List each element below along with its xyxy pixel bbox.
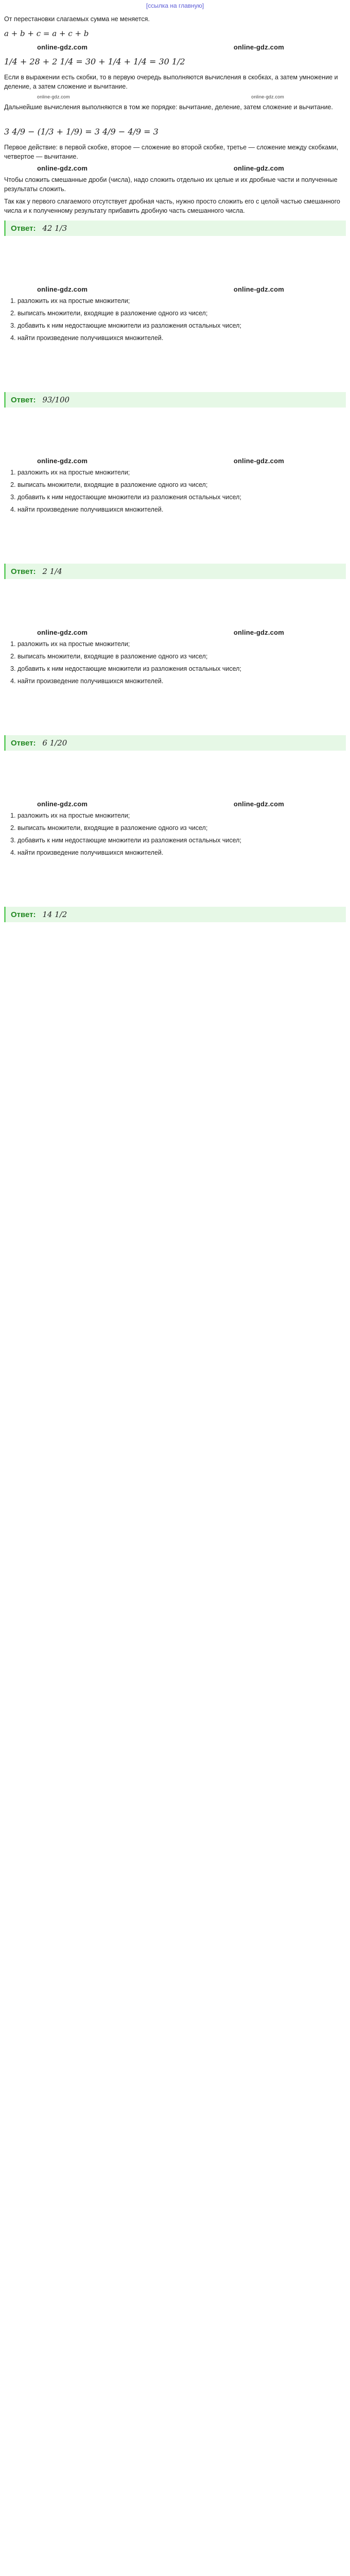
list-item: 2. выписать множители, входящие в разложение одного из чисел; [18,480,346,489]
list-item: 3. добавить к ним недостающие множители из разложения остальных чисел; [18,836,346,845]
watermark: online-gdz.com [233,285,284,293]
watermark: online-gdz.com [37,629,88,636]
list-item: 1. разложить их на простые множители; [18,296,346,306]
list-item: 3. добавить к ним недостающие множители из разложения остальных чисел; [18,664,346,673]
answer-label: Ответ: [11,567,36,576]
text-line: Чтобы сложить смешанные дроби (числа), надо сложить отдельно их целые и их дробные части и полученные результаты сложить. [4,176,338,193]
answer-value: 93/100 [42,395,70,404]
watermark: online-gdz.com [37,457,88,465]
answer-value: 42 1/3 [42,224,67,233]
text-line: Дальнейшие вычисления выполняются в том же порядке: вычитание, деление, затем сложение и вычитание. [4,104,333,111]
watermark-row [4,800,346,808]
rules-list [18,639,346,686]
list-item: 4. найти произведение получившихся множителей. [18,676,346,686]
formula: 3 4/9 − (1/3 + 1/9) = 3 4/9 − 4/9 = 3 [4,127,159,137]
watermark: online-gdz.com [233,800,284,808]
watermark: online-gdz.com [37,43,88,51]
answer-value: 14 1/2 [42,910,67,919]
text-line: Так как у первого слагаемого отсутствует дробная часть, нужно просто сложить его с целой частью смешанного числа и к полученному результату прибавить дробную часть смешанного числа. [4,198,340,214]
answer-label: Ответ: [11,910,36,919]
list-item: 4. найти произведение получившихся множителей. [18,333,346,343]
list-item: 2. выписать множители, входящие в разложение одного из чисел; [18,823,346,833]
watermark: online-gdz.com [251,94,284,99]
answer-value: 6 1/20 [42,738,67,748]
answer-box [4,221,346,236]
watermark: online-gdz.com [37,164,88,172]
list-item: 2. выписать множители, входящие в разложение одного из чисел; [18,652,346,661]
watermark: online-gdz.com [233,43,284,51]
text-line: Если в выражении есть скобки, то в первую очередь выполняются вычисления в скобках, а затем умножение и деление, а затем сложение и вычитание. [4,74,338,90]
formula: a + b + c = a + c + b [4,29,89,38]
watermark-row [4,457,346,465]
list-item: 2. выписать множители, входящие в разложение одного из чисел; [18,309,346,318]
answer-label: Ответ: [11,396,36,404]
rules-list [18,296,346,343]
list-item: 1. разложить их на простые множители; [18,811,346,820]
list-item: 3. добавить к ним недостающие множители из разложения остальных чисел; [18,493,346,502]
rules-list [18,811,346,857]
watermark: online-gdz.com [233,629,284,636]
list-item: 1. разложить их на простые множители; [18,639,346,649]
list-item: 4. найти произведение получившихся множителей. [18,505,346,514]
watermark-row [4,43,346,51]
answer-box [4,907,346,922]
answer-label: Ответ: [11,739,36,748]
watermark: online-gdz.com [233,164,284,172]
watermark-row [4,629,346,636]
watermark-row [4,164,346,172]
watermark: online-gdz.com [37,285,88,293]
answer-box [4,564,346,579]
home-link[interactable]: [ссылка на главную] [146,2,204,9]
watermark-row [4,94,346,99]
list-item: 3. добавить к ним недостающие множители из разложения остальных чисел; [18,321,346,330]
text-line: Первое действие: в первой скобке, второе — сложение во второй скобке, третье — сложение между скобками, четвертое — вычитание. [4,144,339,160]
watermark-row [4,285,346,293]
watermark: online-gdz.com [233,457,284,465]
answer-box [4,735,346,751]
answer-label: Ответ: [11,224,36,233]
rules-list [18,468,346,514]
answer-value: 2 1/4 [42,567,62,576]
list-item: 1. разложить их на простые множители; [18,468,346,477]
text-line: От перестановки слагаемых сумма не меняется. [4,15,150,23]
watermark: online-gdz.com [37,94,70,99]
formula: 1/4 + 28 + 2 1/4 = 30 + 1/4 + 1/4 = 30 1/2 [4,57,185,66]
answer-box [4,392,346,408]
list-item: 4. найти произведение получившихся множителей. [18,848,346,857]
solution-content [0,14,350,922]
watermark: online-gdz.com [37,800,88,808]
